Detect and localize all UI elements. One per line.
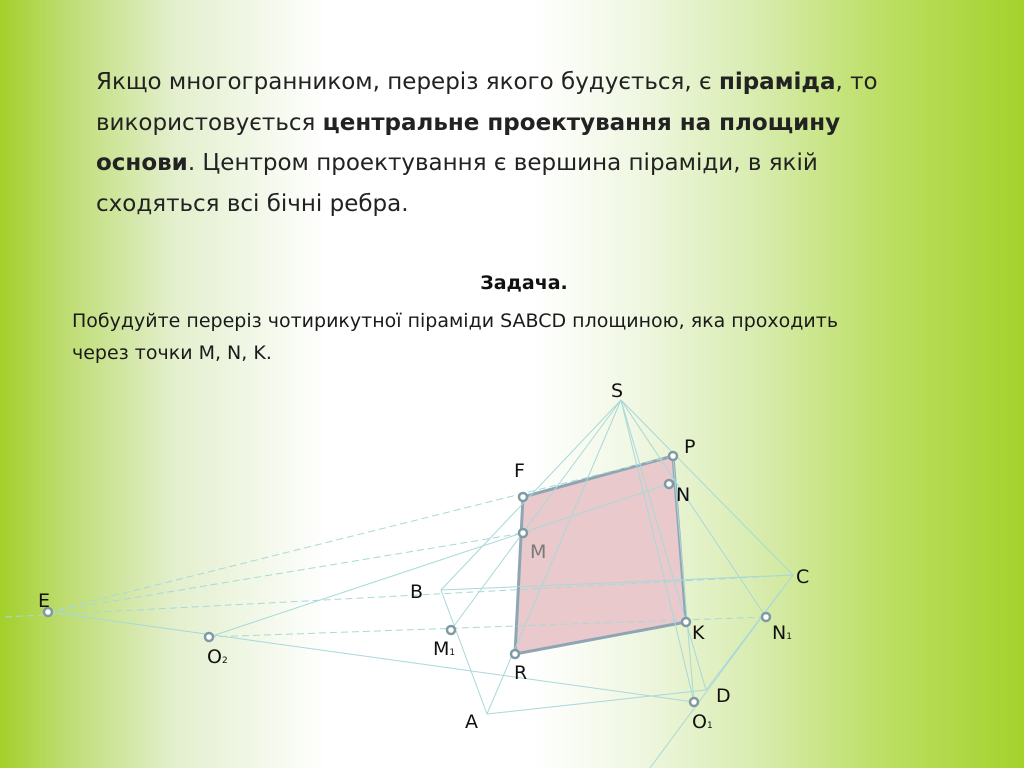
intro-text-3: . Центром проектування є вершина піраміди, в якій сходяться всі бічні ребра.: [96, 150, 818, 217]
label-B: B: [410, 581, 424, 603]
label-M1-main: M: [433, 638, 450, 660]
label-N1-sub: 1: [786, 632, 792, 642]
point-O2: [205, 633, 213, 641]
point-P: [669, 452, 677, 460]
label-E: E: [38, 590, 51, 612]
intro-text-2: , то використовується: [96, 69, 878, 136]
label-O1-sub: 1: [706, 721, 713, 731]
point-N: [665, 480, 673, 488]
point-N1: [762, 613, 770, 621]
label-F: F: [514, 460, 525, 482]
label-M1: [433, 638, 455, 660]
point-M1: [447, 626, 455, 634]
label-N: N: [676, 484, 691, 506]
label-R: R: [514, 662, 528, 684]
point-O1: [690, 698, 698, 706]
label-M1-sub: 1: [449, 648, 456, 658]
label-N1: [772, 622, 792, 644]
point-K: [682, 618, 690, 626]
label-A: A: [465, 711, 478, 733]
label-O1: [692, 711, 713, 733]
label-O2: [207, 646, 228, 668]
point-F: [519, 493, 527, 501]
label-M: M: [530, 541, 547, 563]
base-DA: [487, 690, 706, 714]
label-O1-main: O: [692, 711, 707, 733]
point-labels: [38, 380, 809, 733]
label-C: C: [796, 566, 810, 588]
label-K: K: [692, 622, 705, 644]
intro-bold-central-projection: центральне проектування на площину основи: [96, 109, 841, 176]
intro-text-1: Якщо многогранником, переріз якого будується, є: [96, 69, 719, 95]
label-P: P: [684, 436, 696, 458]
point-R: [511, 650, 519, 658]
label-S: S: [611, 380, 624, 402]
task-title: Задача.: [480, 272, 568, 294]
task-text: Побудуйте переріз чотирикутної піраміди SABCD площиною, яка проходить через точки M, N, K.: [72, 310, 839, 364]
line-E-M: [48, 533, 523, 612]
label-D: D: [716, 685, 731, 707]
label-N1-main: N: [772, 622, 787, 644]
label-O2-sub: 2: [221, 656, 228, 666]
intro-bold-pyramid: піраміда: [718, 69, 836, 95]
point-M: [519, 529, 527, 537]
label-O2-main: O: [207, 646, 222, 668]
